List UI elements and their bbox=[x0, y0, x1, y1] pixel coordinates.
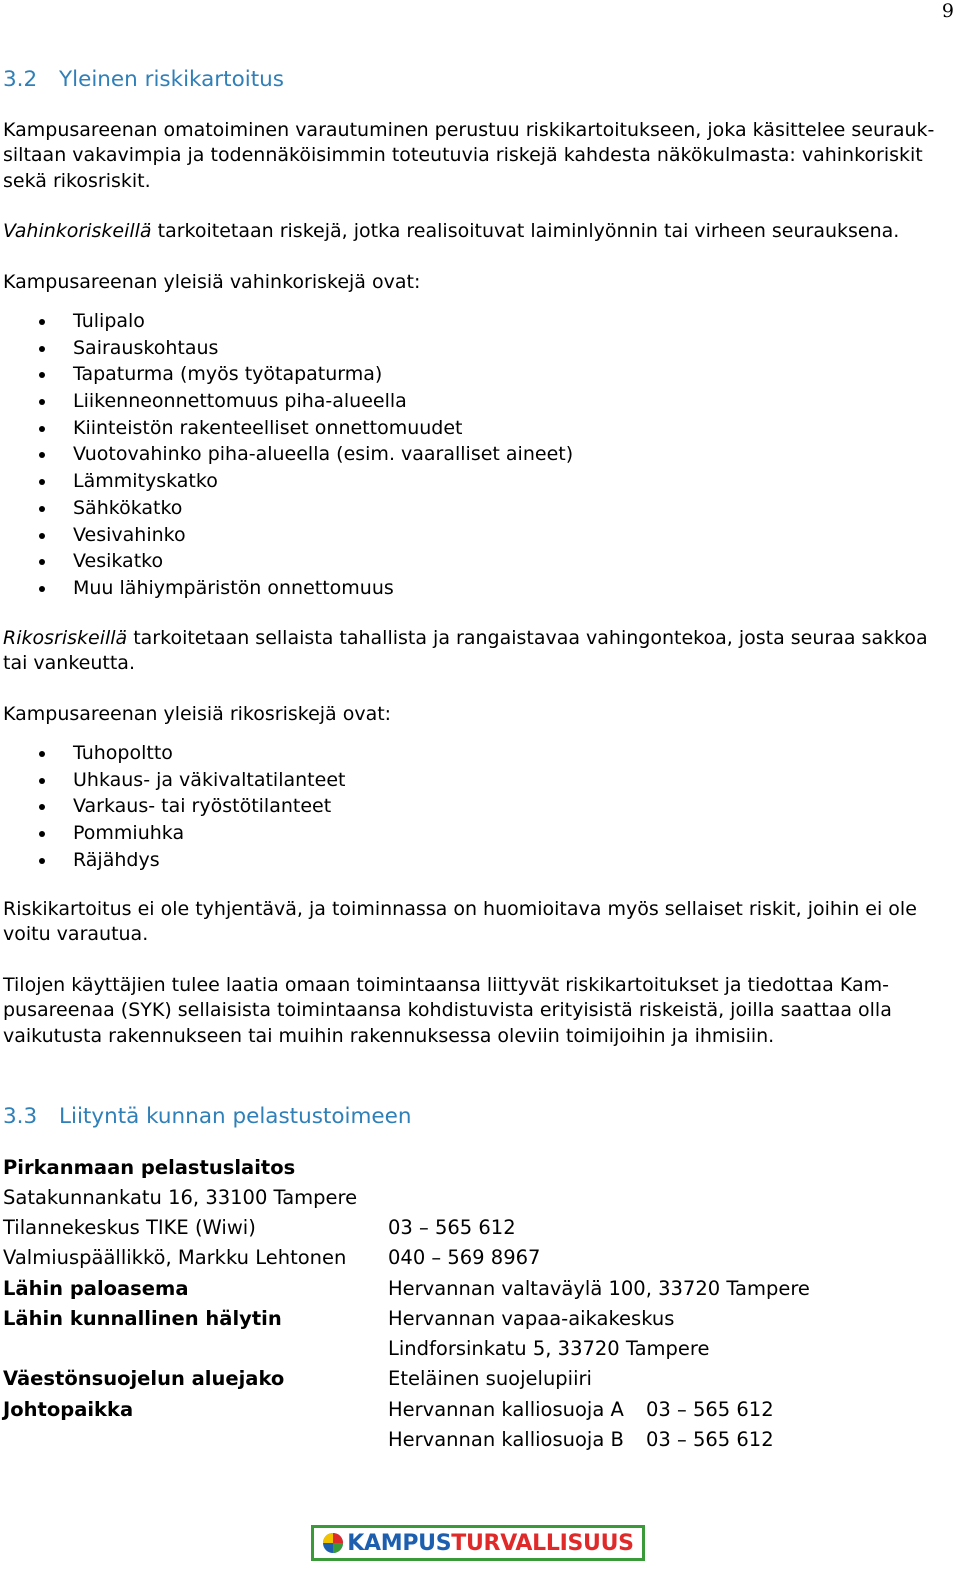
org-name: Pirkanmaan pelastuslaitos bbox=[3, 1156, 296, 1179]
intro-paragraph bbox=[3, 118, 934, 194]
text-line: pusareenaa (SYK) sellaisista toimintaansa kohdistuvista erityisistä riskeistä, joilla saattaa olla bbox=[3, 999, 892, 1022]
note-paragraph bbox=[3, 897, 917, 948]
text-line: Tilojen käyttäjien tulee laatia omaan toimintaansa liittyvät riskikartoitukset ja tiedottaa Kam- bbox=[3, 974, 889, 996]
contact-label: Johtopaikka bbox=[3, 1398, 134, 1421]
list-item: Tuhopoltto bbox=[0, 740, 345, 767]
damage-list-intro: Kampusareenan yleisiä vahinkoriskejä ovat: bbox=[3, 271, 421, 293]
text-line: vaikutusta rakennukseen tai muihin rakennuksessa oleviin toimijoihin ja ihmisiin. bbox=[3, 1024, 775, 1047]
contact-value: Lindforsinkatu 5, 33720 Tampere bbox=[388, 1337, 710, 1360]
list-item: Sairauskohtaus bbox=[0, 335, 573, 362]
contact-value: Hervannan valtaväylä 100, 33720 Tampere bbox=[388, 1277, 810, 1300]
section-title: Liityntä kunnan pelastustoimeen bbox=[59, 1104, 412, 1129]
section-heading-3-3 bbox=[3, 1104, 412, 1129]
list-item: Uhkaus- ja väkivaltatilanteet bbox=[0, 767, 345, 794]
text-line bbox=[3, 626, 928, 651]
damage-definition-text: tarkoitetaan riskejä, jotka realisoituvat laiminlyönnin tai virheen seurauksena. bbox=[151, 220, 900, 242]
contact-value: Hervannan kalliosuoja A bbox=[388, 1398, 624, 1421]
text-line: siltaan vakavimpia ja todennäköisimmin toteutuvia riskejä kahdesta näkökulmasta: vahinkoriskit bbox=[3, 144, 923, 167]
list-item: Pommiuhka bbox=[0, 820, 345, 847]
damage-risk-list bbox=[0, 308, 573, 602]
logo-text-kampus: KAMPUS bbox=[347, 1530, 452, 1556]
crime-definition bbox=[3, 626, 928, 677]
list-item: Räjähdys bbox=[0, 847, 345, 874]
contact-value: Hervannan vapaa-aikakeskus bbox=[388, 1307, 675, 1330]
list-item: Tulipalo bbox=[0, 308, 573, 335]
list-item: Kiinteistön rakenteelliset onnettomuudet bbox=[0, 415, 573, 442]
section-title: Yleinen riskikartoitus bbox=[59, 67, 284, 92]
contact-value: 040 – 569 8967 bbox=[388, 1246, 541, 1269]
contact-phone: 03 – 565 612 bbox=[646, 1428, 774, 1451]
page-number: 9 bbox=[941, 0, 954, 22]
org-address: Satakunnankatu 16, 33100 Tampere bbox=[3, 1186, 358, 1209]
contact-label: Lähin paloasema bbox=[3, 1277, 189, 1300]
list-item: Vesikatko bbox=[0, 548, 573, 575]
crime-risk-list bbox=[0, 740, 345, 873]
damage-definition bbox=[3, 219, 899, 244]
text-line: voitu varautua. bbox=[3, 923, 149, 946]
text-line: Riskikartoitus ei ole tyhjentävä, ja toiminnassa on huomioitava myös sellaiset riskit, joihin ei ole bbox=[3, 898, 917, 920]
crime-list-intro: Kampusareenan yleisiä rikosriskejä ovat: bbox=[3, 703, 392, 725]
list-item: Sähkökatko bbox=[0, 495, 573, 522]
contact-value: 03 – 565 612 bbox=[388, 1216, 516, 1239]
crime-term: Rikosriskeillä bbox=[3, 627, 128, 649]
text-line: Kampusareenan omatoiminen varautuminen perustuu riskikartoitukseen, joka käsittelee seurauk- bbox=[3, 119, 935, 141]
list-item: Lämmityskatko bbox=[0, 468, 573, 495]
contact-value: Eteläinen suojelupiiri bbox=[388, 1367, 592, 1390]
logo-text-turvallisuus: TURVALLISUUS bbox=[451, 1530, 634, 1556]
list-item: Tapaturma (myös työtapaturma) bbox=[0, 361, 573, 388]
section-number: 3.3 bbox=[3, 1104, 38, 1129]
list-item: Vesivahinko bbox=[0, 522, 573, 549]
list-item: Liikenneonnettomuus piha-alueella bbox=[0, 388, 573, 415]
list-item: Vuotovahinko piha-alueella (esim. vaaralliset aineet) bbox=[0, 441, 573, 468]
contact-value: Hervannan kalliosuoja B bbox=[388, 1428, 624, 1451]
logo-emblem-icon bbox=[322, 1532, 344, 1554]
users-paragraph bbox=[3, 973, 892, 1049]
contact-phone: 03 – 565 612 bbox=[646, 1398, 774, 1421]
section-heading-3-2 bbox=[3, 67, 284, 92]
contact-label: Lähin kunnallinen hälytin bbox=[3, 1307, 282, 1330]
text-line: sekä rikosriskit. bbox=[3, 169, 151, 192]
section-number: 3.2 bbox=[3, 67, 38, 92]
contact-label: Tilannekeskus TIKE (Wiwi) bbox=[3, 1216, 256, 1239]
contact-label: Väestönsuojelun aluejako bbox=[3, 1367, 285, 1390]
list-item: Muu lähiympäristön onnettomuus bbox=[0, 575, 573, 602]
text-line: tai vankeutta. bbox=[3, 652, 135, 675]
crime-definition-text: tarkoitetaan sellaista tahallista ja rangaistavaa vahingontekoa, josta seuraa sakkoa bbox=[127, 627, 928, 649]
contact-label: Valmiuspäällikkö, Markku Lehtonen bbox=[3, 1246, 347, 1269]
damage-term: Vahinkoriskeillä bbox=[3, 220, 152, 242]
kampusturvallisuus-logo bbox=[311, 1525, 645, 1561]
list-item: Varkaus- tai ryöstötilanteet bbox=[0, 793, 345, 820]
